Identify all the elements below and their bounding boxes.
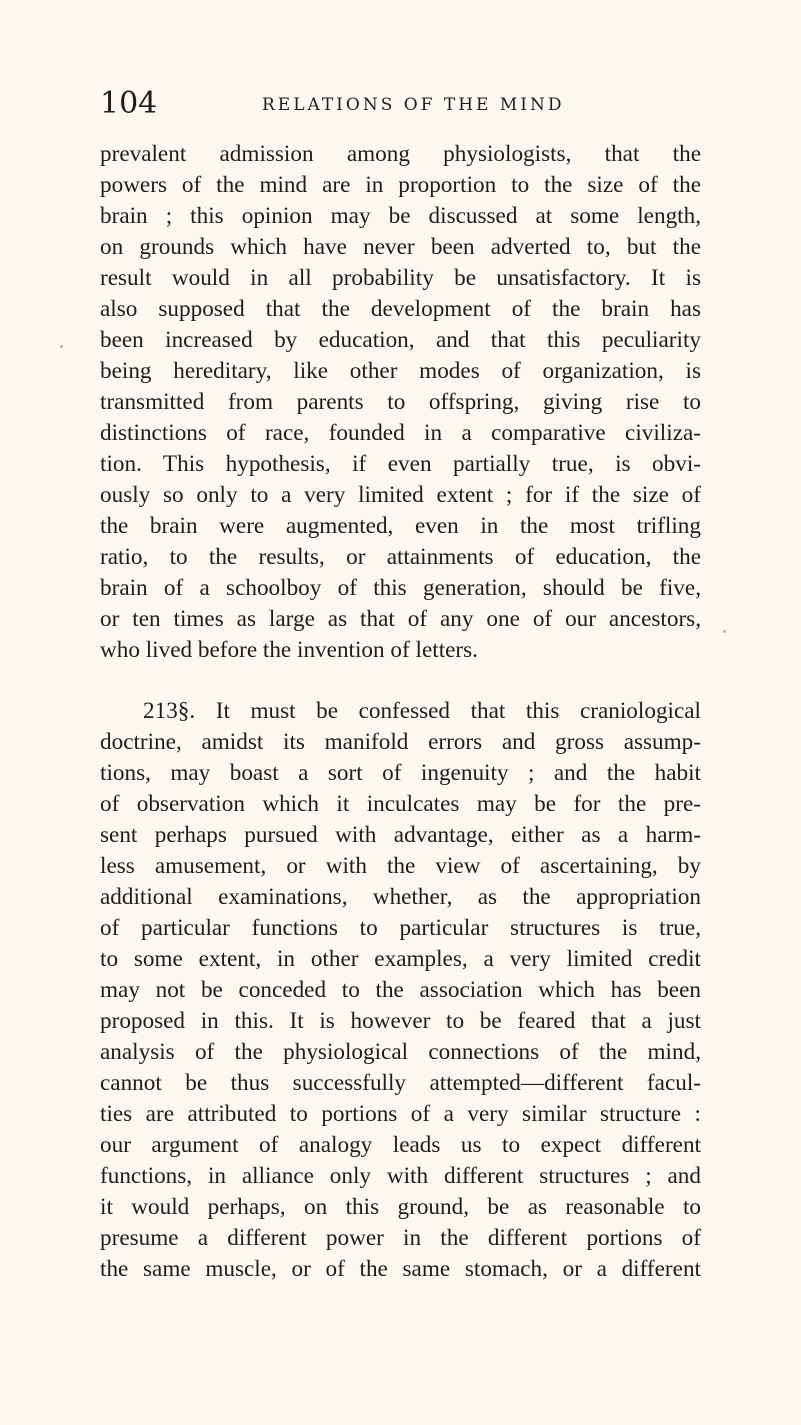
text-line: transmitted from parents to offspring, giving rise to xyxy=(100,389,701,415)
page-number: 104 xyxy=(100,86,158,121)
paper-speck xyxy=(723,630,726,633)
paper-speck xyxy=(60,345,63,348)
text-line: ties are attributed to portions of a very similar structure : xyxy=(100,1101,701,1127)
text-line: also supposed that the development of the brain has xyxy=(100,296,701,322)
text-line: on grounds which have never been adverted to, but the xyxy=(100,234,701,260)
text-line: functions, in alliance only with different structures ; and xyxy=(100,1163,701,1189)
text-line: tions, may boast a sort of ingenuity ; and the habit xyxy=(100,760,701,786)
running-title: RELATIONS OF THE MIND xyxy=(262,95,565,115)
text-line: or ten times as large as that of any one of our ancestors, xyxy=(100,606,701,632)
text-line: ratio, to the results, or attainments of education, the xyxy=(100,544,701,570)
text-line: additional examinations, whether, as the appropriation xyxy=(100,884,701,910)
text-line: who lived before the invention of letters. xyxy=(100,637,478,663)
text-line: of observation which it inculcates may be for the pre- xyxy=(100,791,701,817)
text-line: the same muscle, or of the same stomach, or a different xyxy=(100,1256,701,1282)
text-line: brain of a schoolboy of this generation, should be five, xyxy=(100,575,701,601)
text-line: distinctions of race, founded in a comparative civiliza- xyxy=(100,420,701,446)
text-line: it would perhaps, on this ground, be as reasonable to xyxy=(100,1194,701,1220)
text-line: tion. This hypothesis, if even partially true, is obvi- xyxy=(100,451,701,477)
text-line: being hereditary, like other modes of organization, is xyxy=(100,358,701,384)
text-line: our argument of analogy leads us to expect different xyxy=(100,1132,701,1158)
text-line: prevalent admission among physiologists, that the xyxy=(100,141,701,167)
text-line: may not be conceded to the association which has been xyxy=(100,977,701,1003)
text-line: doctrine, amidst its manifold errors and gross assump- xyxy=(100,729,701,755)
section-first-line: 213§. It must be confessed that this craniological xyxy=(143,698,701,724)
text-line: ously so only to a very limited extent ; for if the size of xyxy=(100,482,701,508)
text-line: of particular functions to particular structures is true, xyxy=(100,915,701,941)
text-line: cannot be thus successfully attempted—different facul- xyxy=(100,1070,701,1096)
text-line: powers of the mind are in proportion to the size of the xyxy=(100,172,701,198)
text-line: to some extent, in other examples, a very limited credit xyxy=(100,946,701,972)
text-line: been increased by education, and that this peculiarity xyxy=(100,327,701,353)
text-line: sent perhaps pursued with advantage, either as a harm- xyxy=(100,822,701,848)
page-header xyxy=(0,86,801,126)
text-line: less amusement, or with the view of ascertaining, by xyxy=(100,853,701,879)
text-line: presume a different power in the different portions of xyxy=(100,1225,701,1251)
text-line: the brain were augmented, even in the most trifling xyxy=(100,513,701,539)
text-line: proposed in this. It is however to be feared that a just xyxy=(100,1008,701,1034)
text-line: brain ; this opinion may be discussed at some length, xyxy=(100,203,701,229)
text-line: analysis of the physiological connections of the mind, xyxy=(100,1039,701,1065)
text-line: result would in all probability be unsatisfactory. It is xyxy=(100,265,701,291)
